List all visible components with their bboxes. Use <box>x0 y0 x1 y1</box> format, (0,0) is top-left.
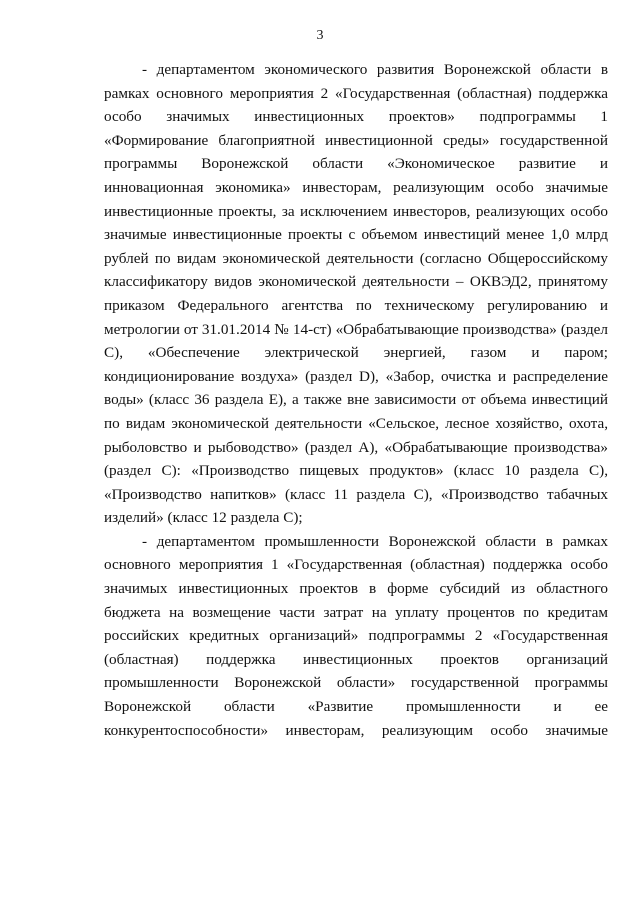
text-line: значимые инвестиционные проекты с объемом инвестиций менее 1,0 млрд <box>104 226 608 244</box>
text-line: «Формирование благоприятной инвестиционной среды» государственной <box>104 131 608 149</box>
text-line: инвестиционные проекты, за исключением инвесторов, реализующих особо <box>104 202 608 220</box>
text-line: рублей по видам экономической деятельности (согласно Общероссийскому <box>104 249 608 267</box>
text-line: метрологии от 31.01.2014 № 14-ст) «Обрабатывающие производства» (раздел <box>104 320 608 338</box>
text-line: рыболовство и рыбоводство» (раздел А), «Обрабатывающие производства» <box>104 438 608 456</box>
text-line: (областная) поддержка инвестиционных проектов организаций <box>104 650 608 668</box>
text-line: воды» (класс 36 раздела Е), а также вне зависимости от объема инвестиций <box>104 391 608 409</box>
text-line: приказом Федерального агентства по техническому регулированию и <box>104 296 608 314</box>
text-line: рамках основного мероприятия 2 «Государственная (областная) поддержка <box>104 84 608 102</box>
text-line: - департаментом промышленности Воронежской области в рамках <box>142 532 608 550</box>
text-line: «Производство напитков» (класс 11 раздела С), «Производство табачных <box>104 485 608 503</box>
text-line: (раздел С): «Производство пищевых продуктов» (класс 10 раздела С), <box>104 462 608 480</box>
text-line: значимых инвестиционных проектов в форме субсидий из областного <box>104 580 608 598</box>
text-line: - департаментом экономического развития Воронежской области в <box>142 61 608 78</box>
text-line: промышленности Воронежской области» государственной программы <box>104 674 608 692</box>
text-line: Воронежской области «Развитие промышленности и ее <box>104 698 608 716</box>
text-line: основного мероприятия 1 «Государственная (областная) поддержка особо <box>104 556 608 574</box>
text-line: бюджета на возмещение части затрат на уплату процентов по кредитам <box>104 603 608 621</box>
text-line: конкурентоспособности» инвесторам, реализующим особо значимые <box>104 721 608 739</box>
text-line: классификатору видов экономической деятельности – ОКВЭД2, принятому <box>104 273 608 291</box>
text-line: программы Воронежской области «Экономическое развитие и <box>104 155 608 173</box>
text-line: С), «Обеспечение электрической энергией, газом и паром; <box>104 344 608 362</box>
text-line: по видам экономической деятельности «Сельское, лесное хозяйство, охота, <box>104 414 608 432</box>
text-line: инновационная экономика» инвесторам, реализующим особо значимые <box>104 178 608 196</box>
text-line: российских кредитных организаций» подпрограммы 2 «Государственная <box>104 627 608 645</box>
text-line: изделий» (класс 12 раздела С); <box>104 509 303 527</box>
page-number: 3 <box>316 28 324 43</box>
body-text <box>104 58 608 742</box>
text-line: кондиционирование воздуха» (раздел D), «Забор, очистка и распределение <box>104 367 608 385</box>
text-line: особо значимых инвестиционных проектов» подпрограммы 1 <box>104 108 608 126</box>
